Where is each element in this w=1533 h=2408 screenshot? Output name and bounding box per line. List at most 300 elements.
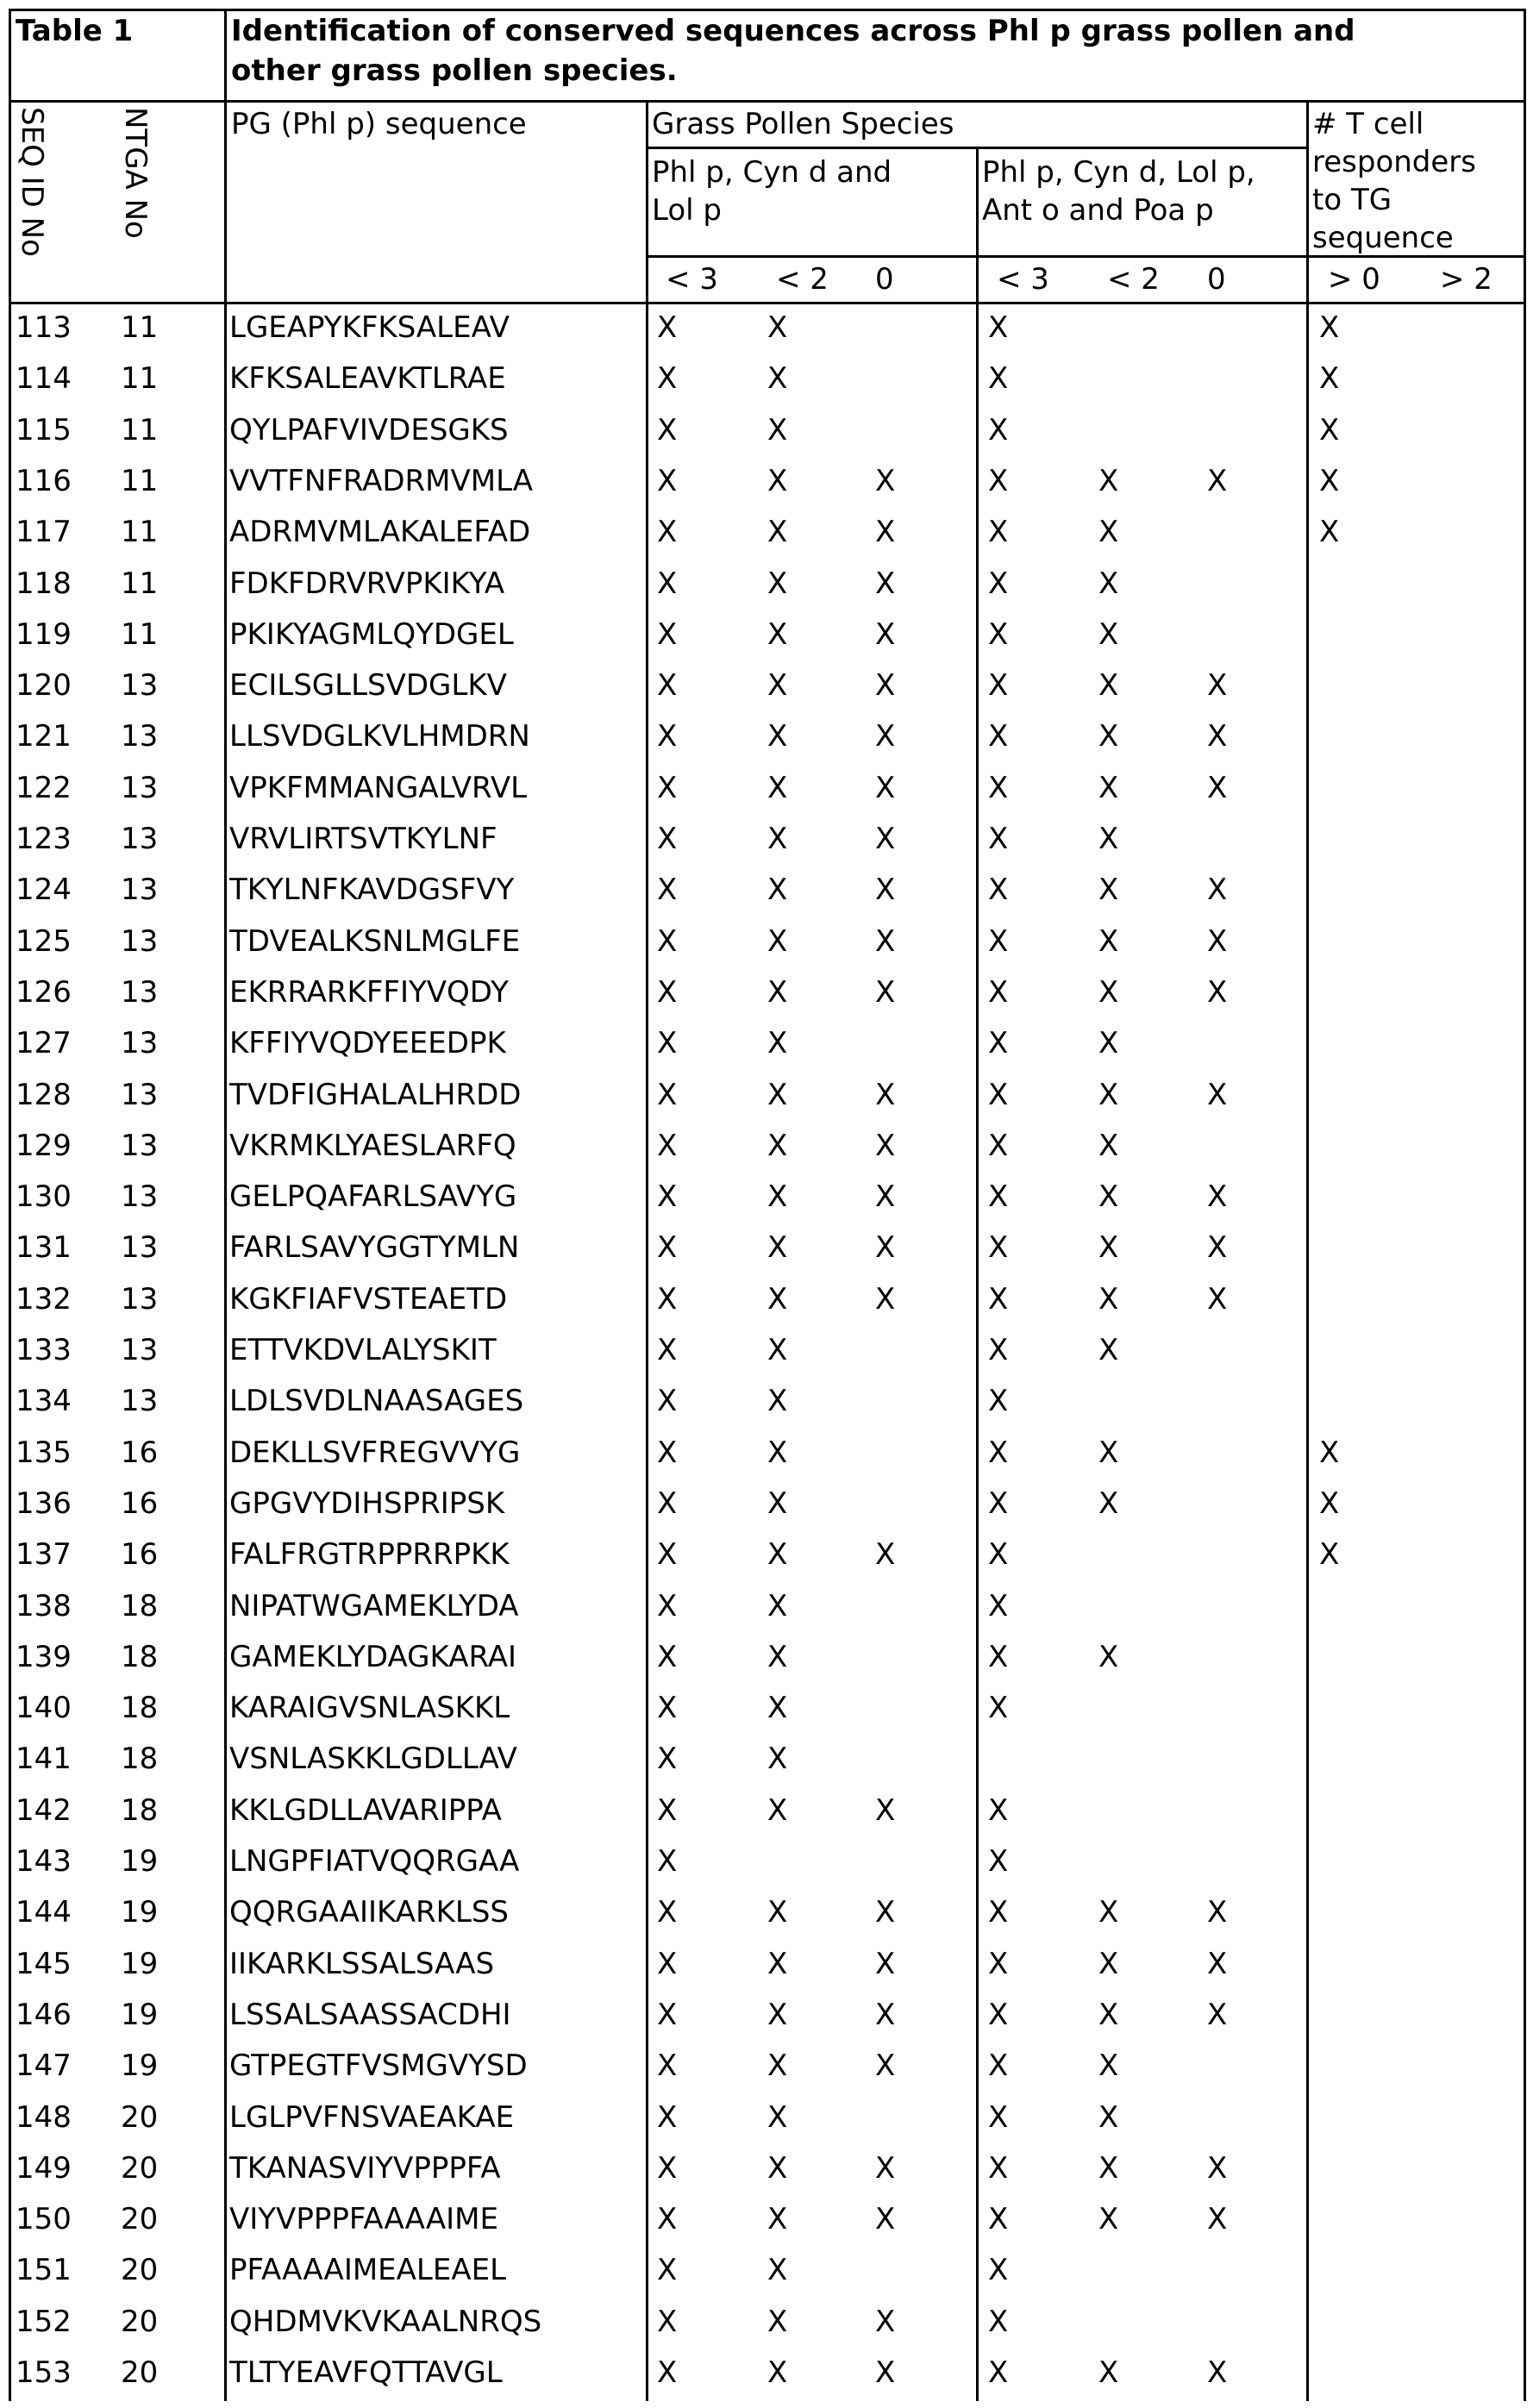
mark-cell: X [988,2354,1008,2392]
mark-cell: X [1207,717,1227,755]
mark-cell: X [1098,973,1118,1011]
ntga-cell: 13 [121,923,158,960]
ntga-cell: 16 [121,1535,158,1573]
mark-cell: X [875,1280,895,1318]
table-row [0,2149,1533,2200]
seq-id-cell: 115 [16,411,72,449]
mark-cell: X [875,923,895,960]
mark-cell: X [657,360,677,397]
subheader-threshold: < 3 [666,260,718,298]
table-row [0,1382,1533,1433]
mark-cell: X [988,1331,1008,1369]
table-row [0,2047,1533,2098]
mark-cell: X [657,1331,677,1369]
mark-cell: X [657,462,677,500]
table-row [0,1792,1533,1842]
mark-cell: X [1207,923,1227,960]
seq-id-cell: 141 [16,1740,72,1778]
mark-cell: X [657,1689,677,1727]
mark-cell: X [875,2047,895,2085]
mark-cell: X [657,820,677,858]
mark-cell: X [767,1740,787,1778]
seq-id-cell: 126 [16,973,72,1011]
mark-cell: X [988,1076,1008,1114]
mark-cell: X [767,1792,787,1829]
table-row [0,1024,1533,1075]
mark-cell: X [767,820,787,858]
seq-id-cell: 153 [16,2354,72,2392]
mark-cell: X [988,1638,1008,1676]
header-seq-id: SEQ ID No [17,107,47,257]
table-row [0,717,1533,768]
seq-id-cell: 132 [16,1280,72,1318]
seq-id-cell: 151 [16,2251,72,2289]
subheader-threshold: < 3 [997,260,1049,298]
sequence-cell: KFFIYVQDYEEEDPK [229,1024,506,1062]
mark-cell: X [988,1024,1008,1062]
mark-cell: X [657,1076,677,1114]
mark-cell: X [657,1945,677,1983]
mark-cell: X [657,616,677,654]
table-row [0,1434,1533,1485]
mark-cell: X [657,2047,677,2085]
sequence-cell: TDVEALKSNLMGLFE [229,923,520,960]
seq-id-cell: 123 [16,820,72,858]
ntga-cell: 16 [121,1434,158,1472]
sequence-cell: QHDMVKVKAALNRQS [229,2303,541,2341]
mark-cell: X [657,513,677,551]
seq-id-cell: 121 [16,717,72,755]
mark-cell: X [875,1792,895,1829]
seq-id-cell: 144 [16,1893,72,1931]
table-row [0,1945,1533,1996]
mark-cell: X [1098,2354,1118,2392]
seq-id-cell: 131 [16,1229,72,1267]
ntga-cell: 18 [121,1587,158,1625]
table-row [0,360,1533,410]
mark-cell: X [988,1382,1008,1420]
seq-id-cell: 124 [16,871,72,909]
mark-cell: X [875,1945,895,1983]
mark-cell: X [767,1024,787,1062]
sequence-cell: LGLPVFNSVAEAKAE [229,2098,514,2136]
sequence-cell: TKANASVIYVPPPFA [229,2149,501,2187]
mark-cell: X [767,1996,787,2034]
ntga-cell: 13 [121,973,158,1011]
mark-cell: X [1319,411,1339,449]
mark-cell: X [767,2200,787,2238]
mark-cell: X [988,1996,1008,2034]
mark-cell: X [1098,1996,1118,2034]
mark-cell: X [988,309,1008,347]
mark-cell: X [767,717,787,755]
mark-cell: X [1319,1485,1339,1523]
divider-species-header [646,147,1309,149]
mark-cell: X [1207,1229,1227,1267]
header-group1-cont: Lol p [652,191,722,229]
mark-cell: X [657,1638,677,1676]
mark-cell: X [875,1178,895,1216]
sequence-cell: KFKSALEAVKTLRAE [229,360,506,397]
ntga-cell: 13 [121,1382,158,1420]
sequence-cell: VRVLIRTSVTKYLNF [229,820,497,858]
mark-cell: X [657,1280,677,1318]
mark-cell: X [767,1229,787,1267]
ntga-cell: 20 [121,2303,158,2341]
mark-cell: X [1098,1229,1118,1267]
subheader-threshold: > 0 [1328,260,1380,298]
seq-id-cell: 128 [16,1076,72,1114]
mark-cell: X [657,666,677,704]
table-row [0,2303,1533,2354]
sequence-cell: IIKARKLSSALSAAS [229,1945,494,1983]
mark-cell: X [1207,1893,1227,1931]
sequence-cell: KARAIGVSNLASKKL [229,1689,510,1727]
mark-cell: X [657,1792,677,1829]
seq-id-cell: 139 [16,1638,72,1676]
ntga-cell: 18 [121,1792,158,1829]
sequence-cell: VIYVPPPFAAAAIME [229,2200,498,2238]
ntga-cell: 13 [121,1024,158,1062]
ntga-cell: 11 [121,513,158,551]
mark-cell: X [767,1178,787,1216]
mark-cell: X [875,565,895,603]
mark-cell: X [988,2149,1008,2187]
mark-cell: X [1098,2098,1118,2136]
header-tcell-4: sequence [1312,219,1454,257]
table-row [0,1280,1533,1331]
seq-id-cell: 146 [16,1996,72,2034]
mark-cell: X [657,973,677,1011]
mark-cell: X [875,973,895,1011]
mark-cell: X [767,1535,787,1573]
seq-id-cell: 140 [16,1689,72,1727]
seq-id-cell: 113 [16,309,72,347]
ntga-cell: 13 [121,1076,158,1114]
seq-id-cell: 147 [16,2047,72,2085]
mark-cell: X [1098,1127,1118,1165]
mark-cell: X [875,2354,895,2392]
mark-cell: X [875,2200,895,2238]
table-row [0,1587,1533,1638]
sequence-cell: TVDFIGHALALHRDD [229,1076,521,1114]
table-row [0,1331,1533,1382]
table-row [0,871,1533,922]
seq-id-cell: 152 [16,2303,72,2341]
ntga-cell: 19 [121,1893,158,1931]
mark-cell: X [767,1893,787,1931]
seq-id-cell: 135 [16,1434,72,1472]
header-group2-cont: Ant o and Poa p [982,191,1214,229]
sequence-cell: ETTVKDVLALYSKIT [229,1331,497,1369]
mark-cell: X [1319,513,1339,551]
table-row [0,2354,1533,2405]
mark-cell: X [988,411,1008,449]
seq-id-cell: 130 [16,1178,72,1216]
mark-cell: X [988,1229,1008,1267]
divider-header-bottom [9,302,1526,304]
mark-cell: X [988,820,1008,858]
mark-cell: X [657,769,677,807]
mark-cell: X [1207,973,1227,1011]
mark-cell: X [875,717,895,755]
mark-cell: X [657,1535,677,1573]
ntga-cell: 11 [121,616,158,654]
mark-cell: X [1098,1893,1118,1931]
mark-cell: X [988,616,1008,654]
mark-cell: X [657,2354,677,2392]
mark-cell: X [1207,1945,1227,1983]
mark-cell: X [1207,2354,1227,2392]
seq-id-cell: 136 [16,1485,72,1523]
table-row [0,616,1533,666]
sequence-cell: GPGVYDIHSPRIPSK [229,1485,504,1523]
mark-cell: X [875,513,895,551]
ntga-cell: 13 [121,820,158,858]
mark-cell: X [1319,309,1339,347]
mark-cell: X [657,1178,677,1216]
mark-cell: X [988,2200,1008,2238]
ntga-cell: 13 [121,769,158,807]
ntga-cell: 13 [121,871,158,909]
mark-cell: X [767,1434,787,1472]
seq-id-cell: 119 [16,616,72,654]
mark-cell: X [657,1996,677,2034]
mark-cell: X [657,871,677,909]
mark-cell: X [875,1229,895,1267]
seq-id-cell: 114 [16,360,72,397]
sequence-cell: GAMEKLYDAGKARAI [229,1638,516,1676]
mark-cell: X [657,1842,677,1880]
table-row [0,666,1533,717]
mark-cell: X [988,1945,1008,1983]
mark-cell: X [875,2303,895,2341]
mark-cell: X [988,2303,1008,2341]
header-tcell: # T cell [1312,105,1424,143]
sequence-cell: VSNLASKKLGDLLAV [229,1740,517,1778]
mark-cell: X [657,411,677,449]
seq-id-cell: 137 [16,1535,72,1573]
subheader-threshold: < 2 [776,260,829,298]
mark-cell: X [988,871,1008,909]
mark-cell: X [1319,1535,1339,1573]
mark-cell: X [657,2149,677,2187]
mark-cell: X [1098,1945,1118,1983]
mark-cell: X [767,616,787,654]
table-row [0,1535,1533,1586]
mark-cell: X [1207,1076,1227,1114]
mark-cell: X [1207,871,1227,909]
mark-cell: X [988,2098,1008,2136]
mark-cell: X [767,1485,787,1523]
sequence-cell: FDKFDRVRVPKIKYA [229,565,504,603]
table-row [0,1893,1533,1944]
mark-cell: X [1098,820,1118,858]
sequence-cell: NIPATWGAMEKLYDA [229,1587,519,1625]
mark-cell: X [1207,2200,1227,2238]
mark-cell: X [767,2047,787,2085]
seq-id-cell: 133 [16,1331,72,1369]
mark-cell: X [1207,769,1227,807]
table-row [0,973,1533,1024]
mark-cell: X [988,973,1008,1011]
mark-cell: X [657,1740,677,1778]
seq-id-cell: 148 [16,2098,72,2136]
sequence-cell: VKRMKLYAESLARFQ [229,1127,516,1165]
mark-cell: X [657,2200,677,2238]
mark-cell: X [767,1638,787,1676]
mark-cell: X [767,1689,787,1727]
table-row [0,2251,1533,2302]
mark-cell: X [875,871,895,909]
table-row [0,1689,1533,1740]
mark-cell: X [1098,565,1118,603]
mark-cell: X [1098,2047,1118,2085]
subheader-threshold: < 2 [1107,260,1160,298]
mark-cell: X [988,1178,1008,1216]
ntga-cell: 16 [121,1485,158,1523]
ntga-cell: 13 [121,666,158,704]
mark-cell: X [988,1280,1008,1318]
seq-id-cell: 129 [16,1127,72,1165]
mark-cell: X [767,666,787,704]
table-row [0,2200,1533,2251]
table-row [0,923,1533,973]
ntga-cell: 11 [121,360,158,397]
sequence-cell: GELPQAFARLSAVYG [229,1178,516,1216]
ntga-cell: 13 [121,1331,158,1369]
sequence-cell: LNGPFIATVQQRGAA [229,1842,519,1880]
ntga-cell: 19 [121,1996,158,2034]
table-row [0,2098,1533,2149]
ntga-cell: 13 [121,1229,158,1267]
ntga-cell: 13 [121,717,158,755]
seq-id-cell: 142 [16,1792,72,1829]
mark-cell: X [767,1587,787,1625]
mark-cell: X [988,1434,1008,1472]
mark-cell: X [657,2098,677,2136]
mark-cell: X [657,1229,677,1267]
seq-id-cell: 122 [16,769,72,807]
mark-cell: X [875,666,895,704]
mark-cell: X [1098,1331,1118,1369]
sequence-cell: KGKFIAFVSTEAETD [229,1280,507,1318]
table-caption-cont: other grass pollen species. [231,52,678,90]
sequence-cell: QQRGAAIIKARKLSS [229,1893,509,1931]
table-row [0,309,1533,360]
mark-cell: X [1098,666,1118,704]
ntga-cell: 20 [121,2149,158,2187]
mark-cell: X [875,616,895,654]
mark-cell: X [1319,462,1339,500]
table-caption: Identification of conserved sequences across Phl p grass pollen and [231,12,1355,50]
mark-cell: X [1098,1638,1118,1676]
ntga-cell: 18 [121,1740,158,1778]
table-row [0,565,1533,616]
sequence-cell: PKIKYAGMLQYDGEL [229,616,514,654]
table-row [0,1996,1533,2047]
mark-cell: X [767,1076,787,1114]
mark-cell: X [1098,513,1118,551]
mark-cell: X [767,2303,787,2341]
mark-cell: X [1098,1076,1118,1114]
sequence-cell: FARLSAVYGGTYMLN [229,1229,519,1267]
header-tcell-3: to TG [1312,181,1392,219]
mark-cell: X [1207,1178,1227,1216]
table-row [0,1229,1533,1279]
mark-cell: X [1098,717,1118,755]
mark-cell: X [657,717,677,755]
mark-cell: X [1098,616,1118,654]
mark-cell: X [988,1893,1008,1931]
mark-cell: X [875,1535,895,1573]
mark-cell: X [1098,769,1118,807]
mark-cell: X [767,1945,787,1983]
mark-cell: X [1098,462,1118,500]
ntga-cell: 19 [121,1945,158,1983]
sequence-cell: DEKLLSVFREGVVYG [229,1434,520,1472]
table-row [0,1638,1533,1689]
mark-cell: X [767,1382,787,1420]
mark-cell: X [875,1127,895,1165]
ntga-cell: 19 [121,2047,158,2085]
mark-cell: X [1319,1434,1339,1472]
mark-cell: X [657,1485,677,1523]
mark-cell: X [767,871,787,909]
mark-cell: X [767,769,787,807]
mark-cell: X [657,1127,677,1165]
mark-cell: X [1098,1178,1118,1216]
subheader-threshold: 0 [1207,260,1226,298]
mark-cell: X [657,1434,677,1472]
ntga-cell: 11 [121,565,158,603]
mark-cell: X [988,513,1008,551]
mark-cell: X [875,1076,895,1114]
mark-cell: X [1207,462,1227,500]
mark-cell: X [1098,2200,1118,2238]
ntga-cell: 13 [121,1178,158,1216]
seq-id-cell: 117 [16,513,72,551]
mark-cell: X [875,2149,895,2187]
mark-cell: X [988,1127,1008,1165]
mark-cell: X [988,923,1008,960]
mark-cell: X [988,666,1008,704]
mark-cell: X [657,1893,677,1931]
sequence-cell: VPKFMMANGALVRVL [229,769,527,807]
mark-cell: X [767,513,787,551]
mark-cell: X [657,309,677,347]
divider-caption-bottom [9,100,1526,103]
mark-cell: X [767,565,787,603]
mark-cell: X [1319,360,1339,397]
table-row [0,1740,1533,1791]
seq-id-cell: 145 [16,1945,72,1983]
mark-cell: X [767,2149,787,2187]
table-row [0,1178,1533,1229]
mark-cell: X [657,1587,677,1625]
mark-cell: X [657,1024,677,1062]
ntga-cell: 11 [121,462,158,500]
sequence-cell: EKRRARKFFIYVQDY [229,973,509,1011]
ntga-cell: 13 [121,1127,158,1165]
ntga-cell: 11 [121,411,158,449]
mark-cell: X [988,1792,1008,1829]
table-row [0,1076,1533,1127]
seq-id-cell: 134 [16,1382,72,1420]
mark-cell: X [767,923,787,960]
mark-cell: X [875,462,895,500]
ntga-cell: 19 [121,1842,158,1880]
